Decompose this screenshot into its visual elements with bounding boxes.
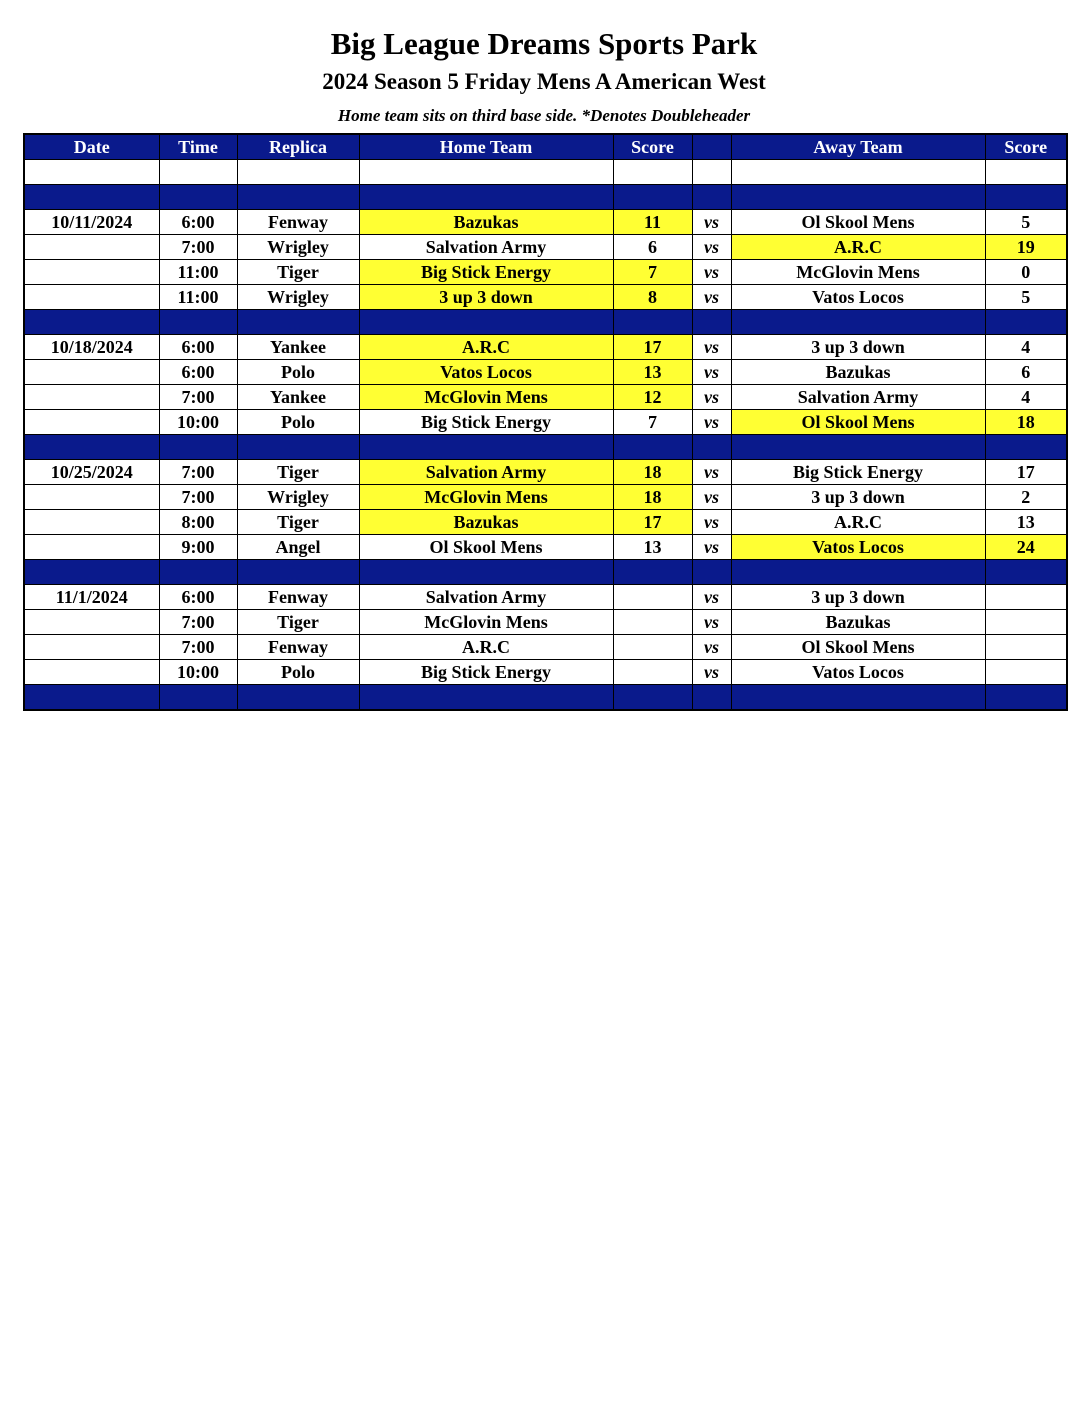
date-cell: 10/11/2024 [24,210,159,235]
schedule-body [24,160,1067,711]
time-cell [159,310,237,335]
replica-cell: Wrigley [237,235,359,260]
home-team-cell [359,560,613,585]
away-team-cell: Salvation Army [731,385,985,410]
table-header-row [24,134,1067,160]
replica-cell: Angel [237,535,359,560]
away-score-cell: 2 [985,485,1067,510]
home-team-cell: McGlovin Mens [359,610,613,635]
home-score-cell: 18 [613,460,692,485]
home-score-cell [613,635,692,660]
away-team-cell [731,310,985,335]
home-score-cell [613,585,692,610]
away-team-cell: 3 up 3 down [731,585,985,610]
away-team-cell: Vatos Locos [731,660,985,685]
table-row [24,635,1067,660]
home-team-cell: A.R.C [359,635,613,660]
replica-cell: Wrigley [237,485,359,510]
away-score-cell [985,160,1067,185]
home-score-cell [613,310,692,335]
date-cell [24,410,159,435]
away-team-cell: A.R.C [731,510,985,535]
vs-cell: vs [692,410,731,435]
home-score-cell: 7 [613,260,692,285]
table-row [24,585,1067,610]
away-team-cell: 3 up 3 down [731,485,985,510]
vs-cell: vs [692,635,731,660]
away-score-cell: 19 [985,235,1067,260]
vs-cell: vs [692,660,731,685]
home-score-cell [613,660,692,685]
replica-cell [237,310,359,335]
vs-cell: vs [692,335,731,360]
col-header-away-team: Away Team [731,134,985,160]
away-score-cell [985,585,1067,610]
replica-cell: Polo [237,410,359,435]
table-row [24,335,1067,360]
date-cell: 10/25/2024 [24,460,159,485]
away-score-cell [985,685,1067,711]
home-score-cell: 6 [613,235,692,260]
away-score-cell [985,185,1067,210]
time-cell: 6:00 [159,335,237,360]
home-team-cell: Salvation Army [359,460,613,485]
away-team-cell [731,160,985,185]
vs-cell [692,160,731,185]
home-score-cell: 17 [613,335,692,360]
date-cell [24,160,159,185]
separator-row [24,435,1067,460]
away-score-cell: 17 [985,460,1067,485]
replica-cell: Tiger [237,510,359,535]
time-cell [159,560,237,585]
table-row [24,285,1067,310]
vs-cell: vs [692,260,731,285]
vs-cell: vs [692,585,731,610]
time-cell: 10:00 [159,410,237,435]
vs-cell [692,685,731,711]
col-header-date: Date [24,134,159,160]
away-score-cell [985,310,1067,335]
replica-cell: Yankee [237,385,359,410]
col-header-vs [692,134,731,160]
separator-row [24,185,1067,210]
date-cell [24,185,159,210]
away-team-cell: Vatos Locos [731,285,985,310]
date-cell [24,660,159,685]
away-score-cell: 5 [985,285,1067,310]
time-cell: 7:00 [159,610,237,635]
vs-cell: vs [692,510,731,535]
away-team-cell [731,435,985,460]
schedule-table [23,133,1068,711]
replica-cell: Wrigley [237,285,359,310]
home-score-cell: 17 [613,510,692,535]
table-row [24,535,1067,560]
home-team-cell: Salvation Army [359,235,613,260]
time-cell [159,185,237,210]
replica-cell [237,185,359,210]
home-score-cell: 12 [613,385,692,410]
date-cell [24,485,159,510]
home-team-cell: 3 up 3 down [359,285,613,310]
vs-cell: vs [692,235,731,260]
table-row [24,510,1067,535]
home-score-cell [613,685,692,711]
home-team-cell: McGlovin Mens [359,485,613,510]
away-team-cell: Vatos Locos [731,535,985,560]
vs-cell [692,435,731,460]
separator-row [24,310,1067,335]
date-cell [24,535,159,560]
replica-cell [237,560,359,585]
away-team-cell: A.R.C [731,235,985,260]
home-team-cell: McGlovin Mens [359,385,613,410]
date-cell [24,610,159,635]
home-score-cell [613,560,692,585]
home-team-cell [359,160,613,185]
home-score-cell [613,435,692,460]
home-team-cell [359,185,613,210]
away-score-cell [985,610,1067,635]
home-score-cell: 8 [613,285,692,310]
date-cell [24,360,159,385]
replica-cell: Tiger [237,460,359,485]
away-score-cell [985,560,1067,585]
date-cell [24,685,159,711]
away-score-cell: 18 [985,410,1067,435]
col-header-home-score: Score [613,134,692,160]
table-row [24,610,1067,635]
date-cell [24,385,159,410]
date-cell: 11/1/2024 [24,585,159,610]
time-cell: 6:00 [159,360,237,385]
home-team-cell: Ol Skool Mens [359,535,613,560]
away-team-cell: Bazukas [731,360,985,385]
time-cell [159,435,237,460]
blank-row [24,160,1067,185]
home-team-cell: A.R.C [359,335,613,360]
away-team-cell [731,185,985,210]
time-cell [159,685,237,711]
away-score-cell [985,635,1067,660]
date-cell [24,260,159,285]
table-row [24,210,1067,235]
away-team-cell [731,685,985,711]
home-score-cell: 7 [613,410,692,435]
table-row [24,660,1067,685]
replica-cell: Yankee [237,335,359,360]
date-cell [24,285,159,310]
home-score-cell: 13 [613,535,692,560]
away-score-cell: 5 [985,210,1067,235]
table-row [24,410,1067,435]
replica-cell: Polo [237,660,359,685]
home-team-cell [359,685,613,711]
replica-cell [237,685,359,711]
col-header-time: Time [159,134,237,160]
date-cell [24,510,159,535]
time-cell: 7:00 [159,485,237,510]
away-team-cell: Ol Skool Mens [731,410,985,435]
home-team-cell: Vatos Locos [359,360,613,385]
vs-cell: vs [692,485,731,510]
schedule-note: Home team sits on third base side. *Denotes Doubleheader [337,106,751,125]
vs-cell [692,560,731,585]
away-score-cell: 13 [985,510,1067,535]
replica-cell [237,435,359,460]
table-row [24,235,1067,260]
home-team-cell: Big Stick Energy [359,260,613,285]
table-row [24,385,1067,410]
time-cell: 6:00 [159,210,237,235]
time-cell: 7:00 [159,635,237,660]
page-subtitle: 2024 Season 5 Friday Mens A American West [322,69,766,94]
replica-cell: Tiger [237,260,359,285]
vs-cell: vs [692,535,731,560]
home-team-cell [359,310,613,335]
home-score-cell [613,185,692,210]
date-cell [24,635,159,660]
table-row [24,485,1067,510]
away-team-cell: Ol Skool Mens [731,210,985,235]
table-row [24,460,1067,485]
home-score-cell [613,610,692,635]
replica-cell: Fenway [237,585,359,610]
away-team-cell: Big Stick Energy [731,460,985,485]
time-cell: 8:00 [159,510,237,535]
away-score-cell: 24 [985,535,1067,560]
away-score-cell [985,660,1067,685]
away-team-cell: 3 up 3 down [731,335,985,360]
away-score-cell: 4 [985,335,1067,360]
vs-cell: vs [692,210,731,235]
vs-cell: vs [692,360,731,385]
replica-cell: Fenway [237,635,359,660]
time-cell: 7:00 [159,235,237,260]
home-team-cell: Salvation Army [359,585,613,610]
away-team-cell: McGlovin Mens [731,260,985,285]
vs-cell: vs [692,460,731,485]
date-cell [24,560,159,585]
home-score-cell: 13 [613,360,692,385]
page-title: Big League Dreams Sports Park [330,26,758,61]
table-row [24,360,1067,385]
vs-cell [692,185,731,210]
date-cell [24,310,159,335]
date-cell: 10/18/2024 [24,335,159,360]
replica-cell: Fenway [237,210,359,235]
away-score-cell: 4 [985,385,1067,410]
home-team-cell: Big Stick Energy [359,410,613,435]
date-cell [24,235,159,260]
home-score-cell: 18 [613,485,692,510]
away-team-cell [731,560,985,585]
vs-cell [692,310,731,335]
home-team-cell: Bazukas [359,510,613,535]
separator-row [24,560,1067,585]
away-team-cell: Ol Skool Mens [731,635,985,660]
time-cell: 7:00 [159,460,237,485]
home-score-cell [613,160,692,185]
time-cell: 11:00 [159,260,237,285]
time-cell: 11:00 [159,285,237,310]
time-cell: 7:00 [159,385,237,410]
vs-cell: vs [692,610,731,635]
replica-cell: Tiger [237,610,359,635]
time-cell: 10:00 [159,660,237,685]
away-score-cell: 0 [985,260,1067,285]
vs-cell: vs [692,385,731,410]
date-cell [24,435,159,460]
time-cell: 6:00 [159,585,237,610]
col-header-replica: Replica [237,134,359,160]
time-cell: 9:00 [159,535,237,560]
away-score-cell [985,435,1067,460]
separator-row [24,685,1067,711]
time-cell [159,160,237,185]
home-score-cell: 11 [613,210,692,235]
replica-cell: Polo [237,360,359,385]
col-header-away-score: Score [985,134,1067,160]
away-score-cell: 6 [985,360,1067,385]
col-header-home-team: Home Team [359,134,613,160]
replica-cell [237,160,359,185]
home-team-cell [359,435,613,460]
home-team-cell: Bazukas [359,210,613,235]
home-team-cell: Big Stick Energy [359,660,613,685]
away-team-cell: Bazukas [731,610,985,635]
table-row [24,260,1067,285]
vs-cell: vs [692,285,731,310]
